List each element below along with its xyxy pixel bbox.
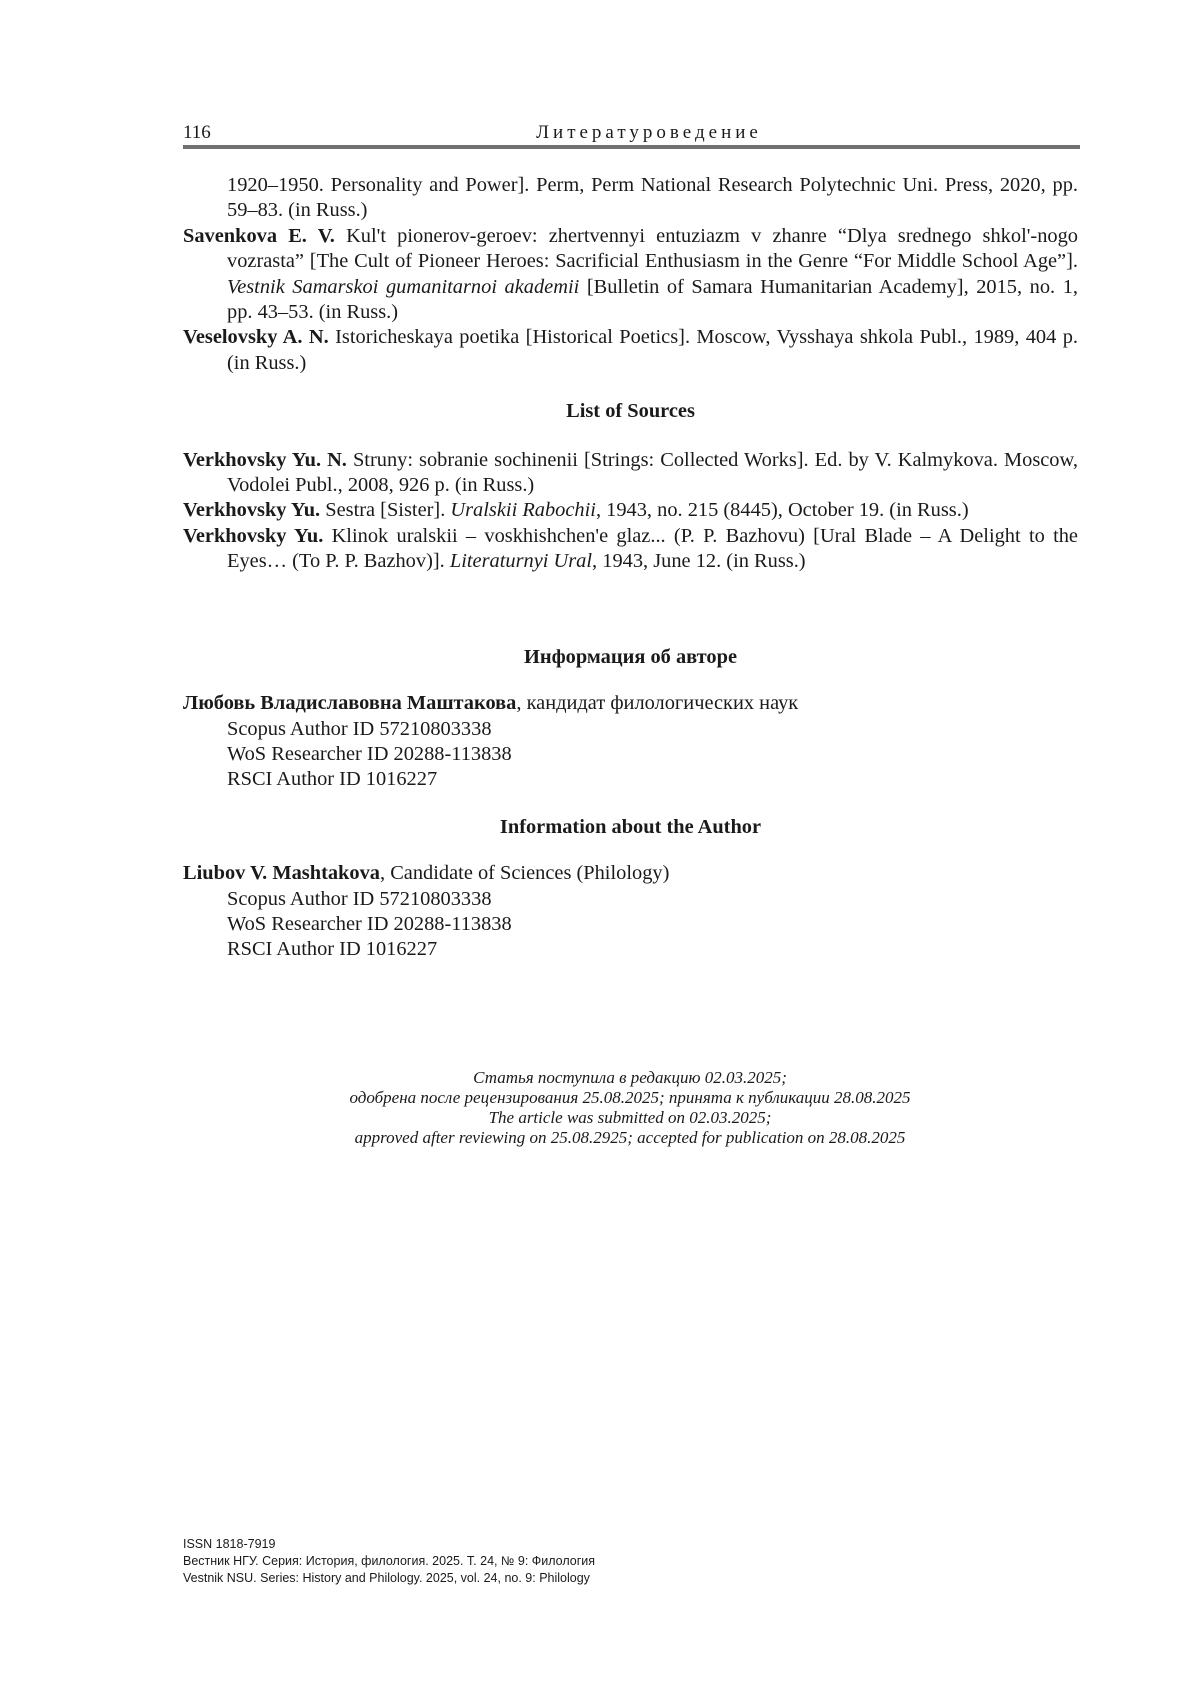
submitted-en: The article was submitted on 02.03.2025; [488,1108,772,1127]
source-text: , 1943, no. 215 (8445), October 19. (in Russ.) [595,499,969,522]
approved-ru: одобрена после рецензирования 25.08.2025; принята к публикации 28.08.2025 [349,1088,911,1107]
source-text: Sestra [Sister]. [320,499,451,522]
running-head [183,122,1080,146]
source-text: Struny: sobranie sochinenii [Strings: Collected Works]. Ed. by V. Kalmykova. Moscow, Vodolei Publ., 2008, 926 p. (in Russ.) [227,448,1078,497]
author-degree-ru: , кандидат филологических наук [516,692,799,715]
reference-text: Kul't pionerov-geroev: zhertvennyi entuziazm v zhanre “Dlya srednego shkol'-nogo vozrasta” [The Cult of Pioneer Heroes: Sacrificial Enthusiasm in the Genre “For Middle School Age”]. [227,224,1078,273]
scopus-id-en: Scopus Author ID 57210803338 [227,887,492,910]
source-journal: Literaturnyi Ural [449,550,593,573]
source-item [183,498,1078,523]
wos-id-en: WoS Researcher ID 20288-113838 [227,912,512,935]
source-author: Verkhovsky Yu. [183,499,321,522]
wos-id-ru: WoS Researcher ID 20288-113838 [227,742,512,765]
reference-continuation: 1920–1950. Personality and Power]. Perm, Perm National Research Polytechnic Uni. Press, 2020, pp. 59–83. (in Russ.) [227,174,1078,222]
reference-journal: Vestnik Samarskoi gumanitarnoi akademii [227,275,580,298]
reference-author: Veselovsky A. N. [183,326,329,349]
author-name-ru: Любовь Владиславовна Маштакова [183,692,517,715]
reference-text: Istoricheskaya poetika [Historical Poetics]. Moscow, Vysshaya shkola Publ., 1989, 404 p. (in Russ.) [227,326,1078,374]
main-content [183,173,1078,963]
reference-author: Savenkova E. V. [183,224,335,247]
source-item [183,448,1078,499]
rsci-id-ru: RSCI Author ID 1016227 [227,768,438,791]
footer-journal-en: Vestnik NSU. Series: History and Philology. 2025, vol. 24, no. 9: Philology [183,1571,590,1585]
author-info-heading-en: Information about the Author [499,815,762,838]
source-journal: Uralskii Rabochii [450,499,596,522]
section-title: Литературоведение [536,122,762,143]
footer-journal-ru: Вестник НГУ. Серия: История, филология. 2025. Т. 24, № 9: Филология [183,1554,596,1568]
submission-dates [300,1068,960,1148]
reference-text: [Bulletin of Samara Humanitarian Academy], 2015, no. 1, pp. 43–53. (in Russ.) [227,275,1078,324]
source-author: Verkhovsky Yu. [183,524,324,547]
source-text: , 1943, June 12. (in Russ.) [592,550,806,573]
rsci-id-en: RSCI Author ID 1016227 [227,938,438,961]
author-degree-en: , Candidate of Sciences (Philology) [380,862,670,885]
author-line-ru [183,691,1078,716]
footer-issn: ISSN 1818-7919 [183,1537,276,1551]
reference-item [183,325,1078,376]
submitted-ru: Статья поступила в редакцию 02.03.2025; [473,1068,787,1087]
sources-heading: List of Sources [566,400,695,423]
page-footer [183,1536,883,1587]
author-info-heading-ru: Информация об авторе [523,645,738,668]
header-rule [183,145,1080,149]
approved-en: approved after reviewing on 25.08.2925; accepted for publication on 28.08.2025 [354,1128,906,1147]
author-name-en: Liubov V. Mashtakova [183,862,380,885]
source-author: Verkhovsky Yu. N. [183,448,347,471]
source-item [183,524,1078,575]
reference-item [183,224,1078,326]
scopus-id-ru: Scopus Author ID 57210803338 [227,717,492,740]
page-number: 116 [183,122,211,143]
source-text: Klinok uralskii – voskhishchen'e glaz... (P. P. Bazhovu) [Ural Blade – A Delight to the Eyes… (To P. P. Bazhov)]. [227,524,1078,573]
author-line-en [183,861,1078,886]
